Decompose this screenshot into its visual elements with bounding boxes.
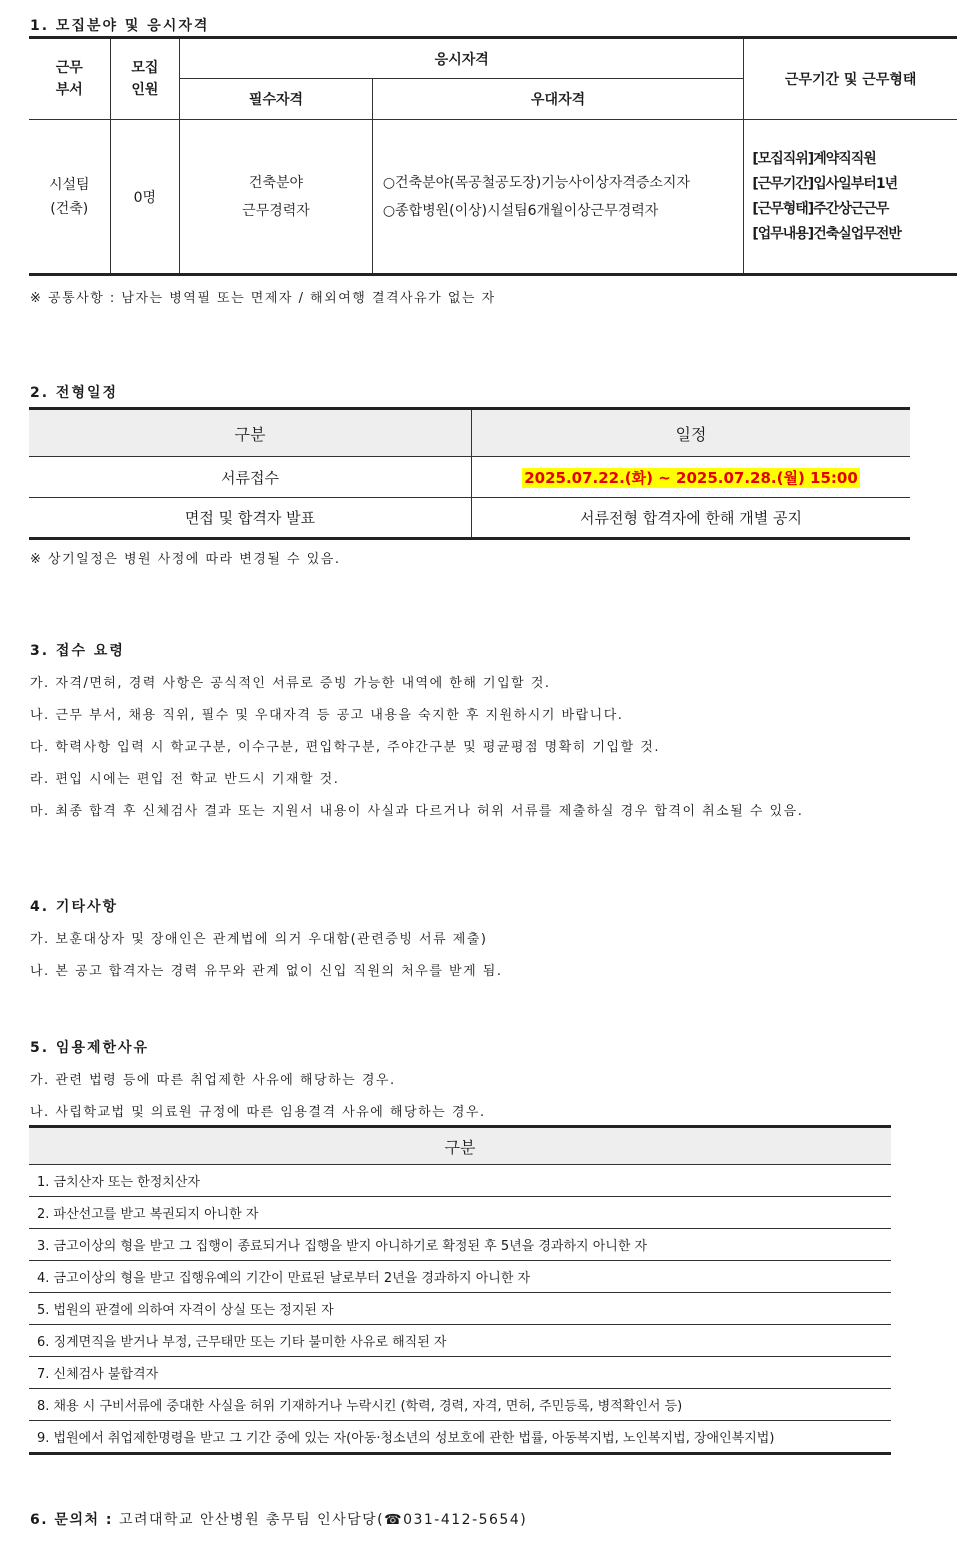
table-row: 7. 신체검사 불합격자 [29, 1357, 891, 1389]
cell-schedule: 서류전형 합격자에 한해 개별 공지 [472, 498, 911, 539]
restriction-table [29, 1125, 891, 1455]
application-item: 나. 근무 부서, 채용 직위, 필수 및 우대자격 등 공고 내용을 숙지한 후 지원하시기 바랍니다. [30, 708, 624, 723]
term-item: [업무내용]건축실업무전반 [752, 225, 901, 242]
cell-term [744, 120, 957, 275]
header-category: 구분 [29, 1127, 891, 1165]
table-row: 6. 징계면직을 받거나 부정, 근무태만 또는 기타 불미한 사유로 해직된 자 [29, 1325, 891, 1357]
cell-schedule [472, 457, 911, 498]
term-item: [근무기간]입사일부터1년 [752, 175, 898, 192]
header-schedule: 일정 [472, 409, 911, 457]
header-count: 모집 인원 [110, 38, 180, 120]
application-item: 다. 학력사항 입력 시 학교구분, 이수구분, 편입학구분, 주야간구분 및 평균평점 명확히 기입할 것. [30, 740, 660, 755]
header-category: 구분 [29, 409, 472, 457]
header-preferred: 우대자격 [372, 79, 743, 120]
preferred-item: ○건축분야(목공철공도장)기능사이상자격증소지자 [382, 174, 690, 191]
header-term: 근무기간 및 근무형태 [744, 38, 957, 120]
table-row: 9. 법원에서 취업제한명령을 받고 그 기간 중에 있는 자(아동·청소년의 성보호에 관한 법률, 아동복지법, 노인복지법, 장애인복지법) [29, 1421, 891, 1454]
cell-category: 서류접수 [29, 457, 472, 498]
cell-preferred [372, 120, 743, 275]
table-row: 4. 금고이상의 형을 받고 집행유예의 기간이 만료된 날로부터 2년을 경과하지 아니한 자 [29, 1261, 891, 1293]
term-item: [모집직위]계약직직원 [752, 150, 876, 167]
contact-line [30, 1509, 527, 1529]
term-item: [근무형태]주간상근근무 [752, 200, 889, 217]
header-qualification: 응시자격 [180, 38, 744, 79]
header-required: 필수자격 [180, 79, 373, 120]
section-1-note: ※ 공통사항 : 남자는 병역필 또는 면제자 / 해외여행 결격사유가 없는 자 [30, 291, 496, 306]
cell-dept: 시설팀 (건축) [29, 120, 110, 275]
application-item: 라. 편입 시에는 편입 전 학교 반드시 기재할 것. [30, 772, 340, 787]
contact-label: 6. 문의처 : [30, 1512, 113, 1528]
table-row: 5. 법원의 판결에 의하여 자격이 상실 또는 정지된 자 [29, 1293, 891, 1325]
section-2-title: 2. 전형일정 [30, 385, 119, 401]
restriction-item: 가. 관련 법령 등에 따른 취업제한 사유에 해당하는 경우. [30, 1073, 396, 1088]
table-row: 8. 채용 시 구비서류에 중대한 사실을 허위 기재하거나 누락시킨 (학력, 경력, 자격, 면허, 주민등록, 병적확인서 등) [29, 1389, 891, 1421]
section-1-title: 1. 모집분야 및 응시자격 [30, 18, 210, 34]
cell-count: 0명 [110, 120, 180, 275]
table-row: 2. 파산선고를 받고 복권되지 아니한 자 [29, 1197, 891, 1229]
section-3-title: 3. 접수 요령 [30, 643, 125, 659]
schedule-highlight: 2025.07.22.(화) ~ 2025.07.28.(월) 15:00 [524, 468, 858, 487]
header-dept: 근무 부서 [29, 38, 110, 120]
table-row: 1. 금치산자 또는 한정치산자 [29, 1165, 891, 1197]
application-item: 가. 자격/면허, 경력 사항은 공식적인 서류로 증빙 가능한 내역에 한해 기입할 것. [30, 676, 551, 691]
misc-item: 나. 본 공고 합격자는 경력 유무와 관계 없이 신입 직원의 처우를 받게 됨. [30, 964, 503, 979]
section-2-note: ※ 상기일정은 병원 사정에 따라 변경될 수 있음. [30, 552, 341, 567]
recruitment-table [29, 36, 957, 276]
restriction-item: 나. 사립학교법 및 의료원 규정에 따른 임용결격 사유에 해당하는 경우. [30, 1105, 486, 1120]
contact-content: 고려대학교 안산병원 총무팀 인사담당(☎031-412-5654) [118, 1512, 528, 1528]
misc-item: 가. 보훈대상자 및 장애인은 관계법에 의거 우대함(관련증빙 서류 제출) [30, 932, 488, 947]
application-item: 마. 최종 합격 후 신체검사 결과 또는 지원서 내용이 사실과 다르거나 허위 서류를 제출하실 경우 합격이 취소될 수 있음. [30, 804, 804, 819]
cell-required: 건축분야 근무경력자 [180, 120, 373, 275]
schedule-table [29, 407, 910, 540]
cell-category: 면접 및 합격자 발표 [29, 498, 472, 539]
section-4-title: 4. 기타사항 [30, 899, 119, 915]
section-5-title: 5. 임용제한사유 [30, 1040, 150, 1056]
table-row: 3. 금고이상의 형을 받고 그 집행이 종료되거나 집행을 받지 아니하기로 확정된 후 5년을 경과하지 아니한 자 [29, 1229, 891, 1261]
preferred-item: ○종합병원(이상)시설팀6개월이상근무경력자 [382, 202, 659, 219]
